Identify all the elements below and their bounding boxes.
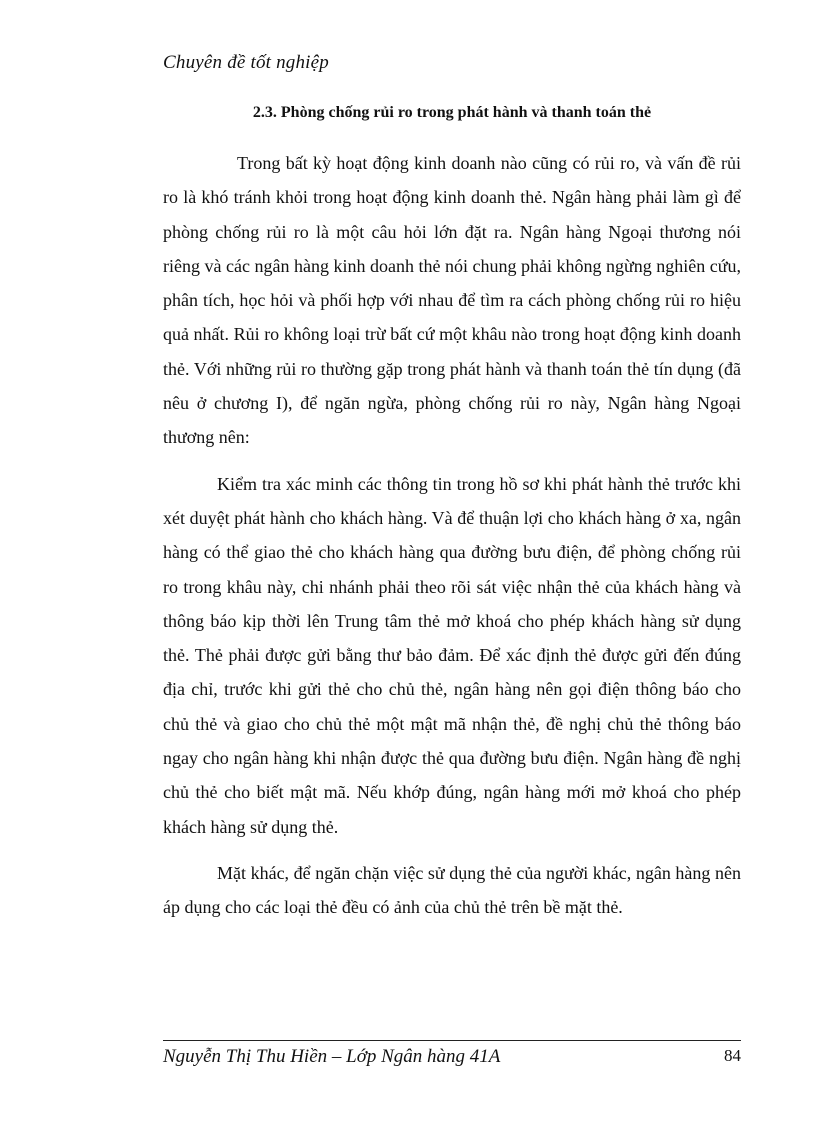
paragraph-verification: Kiểm tra xác minh các thông tin trong hồ sơ khi phát hành thẻ trước khi xét duyệt phát hành cho khách hàng. Và để thuận lợi cho khách hàng ở xa, ngân hàng có thể giao thẻ cho khách hàng qua đường bưu điện, để phòng chống rủi ro trong khâu này, chi nhánh phải theo rõi sát việc nhận thẻ của khách hàng và thông báo kịp thời lên Trung tâm thẻ mở khoá cho phép khách hàng sử dụng thẻ. Thẻ phải được gửi bằng thư bảo đảm. Để xác định thẻ được gửi đến đúng địa chỉ, trước khi gửi thẻ cho chủ thẻ, ngân hàng nên gọi điện thông báo cho chủ thẻ và giao cho chủ thẻ một mật mã nhận thẻ, đề nghị chủ thẻ thông báo ngay cho ngân hàng khi nhận được thẻ qua đường bưu điện. Ngân hàng đề nghị chủ thẻ cho biết mật mã. Nếu khớp đúng, ngân hàng mới mở khoá cho phép khách hàng sử dụng thẻ. — [163, 473, 741, 837]
paragraph-photo-cards: Mặt khác, để ngăn chặn việc sử dụng thẻ của người khác, ngân hàng nên áp dụng cho các loại thẻ đều có ảnh của chủ thẻ trên bề mặt thẻ. — [163, 862, 741, 918]
running-header: Chuyên đề tốt nghiệp — [163, 52, 329, 73]
body-text — [163, 146, 741, 937]
page-number: 84 — [724, 1046, 741, 1065]
section-heading: 2.3. Phòng chống rủi ro trong phát hành và thanh toán thẻ — [252, 104, 652, 121]
footer-author: Nguyễn Thị Thu Hiền – Lớp Ngân hàng 41A — [163, 1046, 501, 1067]
paragraph-risk-intro: Trong bất kỳ hoạt động kinh doanh nào cũng có rủi ro, và vấn đề rủi ro là khó tránh khỏi trong hoạt động kinh doanh thẻ. Ngân hàng phải làm gì để phòng chống rủi ro là một câu hỏi lớn đặt ra. Ngân hàng Ngoại thương nói riêng và các ngân hàng kinh doanh thẻ nói chung phải không ngừng nghiên cứu, phân tích, học hỏi và phối hợp với nhau để tìm ra cách phòng chống rủi ro hiệu quả nhất. Rủi ro không loại trừ bất cứ một khâu nào trong hoạt động kinh doanh thẻ. Với những rủi ro thường gặp trong phát hành và thanh toán thẻ tín dụng (đã nêu ở chương I), để ngăn ngừa, phòng chống rủi ro này, Ngân hàng Ngoại thương nên: — [163, 153, 741, 448]
footer-divider — [163, 1040, 741, 1041]
